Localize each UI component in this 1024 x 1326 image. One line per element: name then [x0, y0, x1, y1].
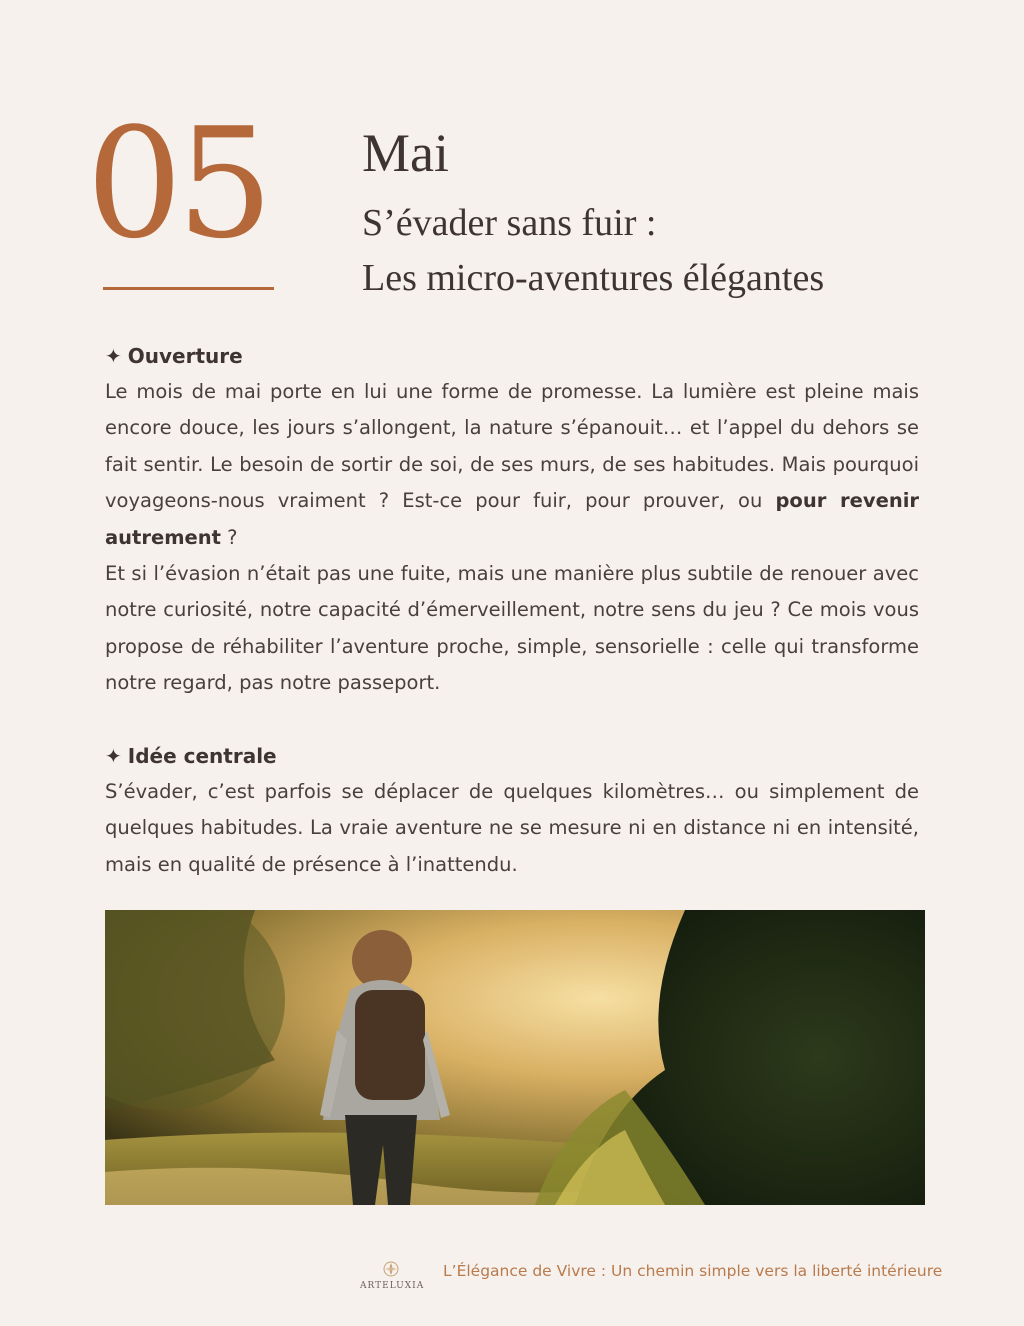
- section-ouverture: [105, 338, 919, 702]
- hiker-photo: [105, 910, 925, 1205]
- brand-logo: [360, 1260, 425, 1291]
- subtitle-line-2: Les micro-aventures élégantes: [362, 257, 825, 299]
- bold-text: pour revenir autrement: [105, 489, 920, 549]
- logo-emblem-icon: [382, 1260, 400, 1278]
- section-heading: [105, 738, 919, 774]
- paragraph: [105, 374, 919, 556]
- paragraph: S’évader, c’est parfois se déplacer de quelques kilomètres… ou simplement de quelques habitudes. La vraie aventure ne se mesure ni en distance ni en intensité, mais en qualité de présence à l’inattendu.: [105, 780, 919, 876]
- footer-book-title: L’Élégance de Vivre : Un chemin simple vers la liberté intérieure: [443, 1262, 943, 1280]
- number-underline: [103, 287, 274, 290]
- month-number: 05: [86, 95, 268, 272]
- sparkle-icon: ✦: [105, 344, 122, 368]
- section-heading: [105, 338, 919, 374]
- chapter-subtitle: [362, 196, 824, 306]
- text: ?: [220, 525, 238, 549]
- month-title: Mai: [362, 123, 449, 183]
- text: Le mois de mai porte en lui une forme de promesse. La lumière est pleine mais encore douce, les jours s’allongent, la nature s’épanouit… et l’appel du dehors se fait sentir. Le besoin de sortir de soi, de ses murs, de ses habitudes. Mais pourquoi voyageons-nous vraiment ? Est-ce pour fuir, pour prouver, ou: [105, 380, 919, 513]
- heading-label: Ouverture: [127, 344, 243, 368]
- heading-label: Idée centrale: [127, 744, 277, 768]
- subtitle-line-1: S’évader sans fuir :: [362, 202, 657, 244]
- section-idee-centrale: [105, 738, 919, 883]
- paragraph: Et si l’évasion n’était pas une fuite, mais une manière plus subtile de renouer avec notre curiosité, notre capacité d’émerveillement, notre sens du jeu ? Ce mois vous propose de réhabiliter l’aventure proche, simple, sensorielle : celle qui transforme notre regard, pas notre passeport.: [105, 562, 919, 695]
- logo-wordmark: ARTELUXIA: [360, 1281, 425, 1291]
- sparkle-icon: ✦: [105, 744, 122, 768]
